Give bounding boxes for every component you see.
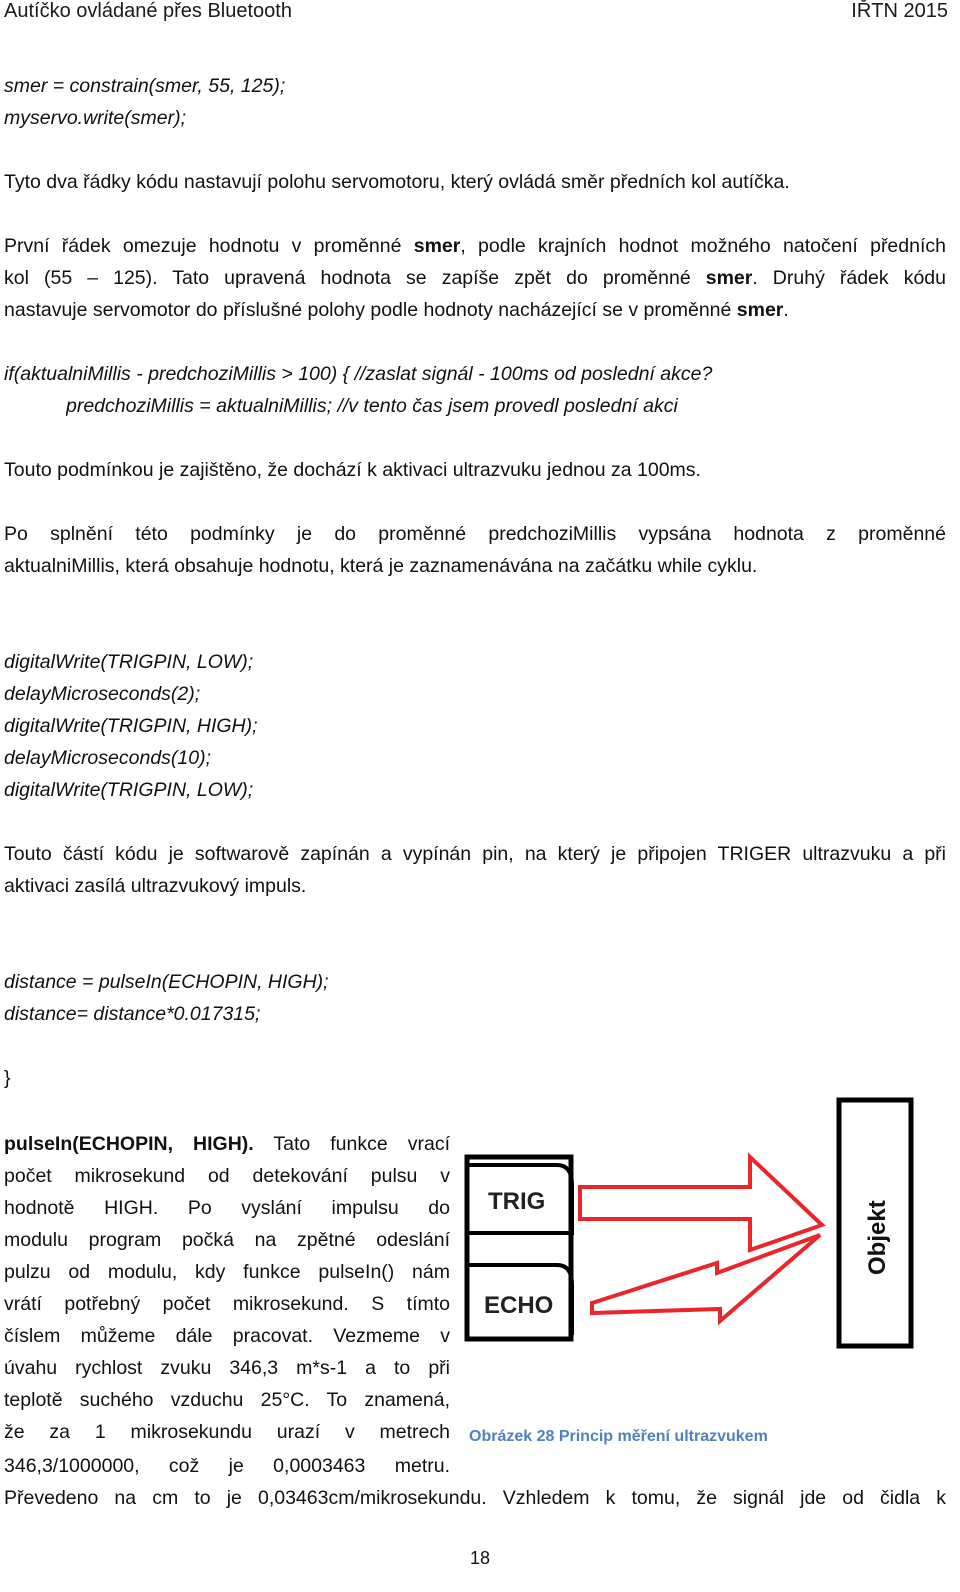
code-line: predchoziMillis = aktualniMillis; //v tento čas jsem provedl poslední akci bbox=[66, 395, 678, 417]
figure-caption: Obrázek 28 Princip měření ultrazvukem bbox=[469, 1428, 768, 1445]
page-number: 18 bbox=[469, 1548, 491, 1568]
paragraph-line: hodnotě HIGH. Po vyslání impulsu do bbox=[4, 1197, 450, 1219]
paragraph-line: pulzu od modulu, kdy funkce pulseIn() nám bbox=[4, 1261, 450, 1283]
code-line: digitalWrite(TRIGPIN, HIGH); bbox=[4, 715, 258, 737]
trig-label: TRIG bbox=[488, 1188, 546, 1215]
paragraph-line: První řádek omezuje hodnotu v proměnné smer, podle krajních hodnot možného natočení předních bbox=[4, 235, 946, 257]
paragraph-line: pulseIn(ECHOPIN, HIGH). Tato funkce vrací bbox=[4, 1133, 450, 1155]
ultrasonic-figure bbox=[462, 1095, 922, 1355]
paragraph-line: úvahu rychlost zvuku 346,3 m*s-1 a to při bbox=[4, 1357, 450, 1379]
paragraph-line: počet mikrosekund od detekování pulsu v bbox=[4, 1165, 450, 1187]
code-line: digitalWrite(TRIGPIN, LOW); bbox=[4, 651, 254, 673]
code-line: myservo.write(smer); bbox=[4, 107, 187, 129]
header-org: IŘTN 2015 bbox=[851, 0, 948, 22]
code-line: digitalWrite(TRIGPIN, LOW); bbox=[4, 779, 254, 801]
object-label: Objekt bbox=[864, 1200, 891, 1275]
echo-label: ECHO bbox=[484, 1292, 554, 1319]
paragraph: Touto podmínkou je zajištěno, že dochází k aktivaci ultrazvuku jednou za 100ms. bbox=[4, 459, 701, 481]
code-line: delayMicroseconds(10); bbox=[4, 747, 212, 769]
paragraph-line: že za 1 mikrosekundu urazí v metrech bbox=[4, 1421, 450, 1443]
code-line: distance= distance*0.017315; bbox=[4, 1003, 261, 1025]
paragraph-line: aktualniMillis, která obsahuje hodnotu, která je zaznamenávána na začátku while cyklu. bbox=[4, 555, 758, 577]
paragraph-line: Touto částí kódu je softwarově zapínán a vypínán pin, na který je připojen TRIGER ultrazvuku a při bbox=[4, 843, 946, 865]
paragraph-line: modulu program počká na zpětné odeslání bbox=[4, 1229, 450, 1251]
paragraph-line: vrátí potřebný počet mikrosekund. S tímto bbox=[4, 1293, 450, 1315]
paragraph-line: Převedeno na cm to je 0,03463cm/mikrosekundu. Vzhledem k tomu, že signál jde od čidla k bbox=[4, 1487, 946, 1509]
paragraph-line: nastavuje servomotor do příslušné polohy podle hodnoty nacházející se v proměnné smer. bbox=[4, 299, 789, 321]
header-title: Autíčko ovládané přes Bluetooth bbox=[4, 0, 292, 22]
return-arrow bbox=[592, 1235, 820, 1321]
closing-brace: } bbox=[4, 1067, 11, 1089]
paragraph-line: teplotě suchého vzduchu 25°C. To znamená, bbox=[4, 1389, 450, 1411]
paragraph-line: Po splnění této podmínky je do proměnné predchoziMillis vypsána hodnota z proměnné bbox=[4, 523, 946, 545]
outgoing-arrow bbox=[580, 1157, 822, 1250]
paragraph-line: kol (55 – 125). Tato upravená hodnota se zapíše zpět do proměnné smer. Druhý řádek kódu bbox=[4, 267, 946, 289]
paragraph-line: aktivaci zasílá ultrazvukový impuls. bbox=[4, 875, 307, 897]
code-line: smer = constrain(smer, 55, 125); bbox=[4, 75, 286, 97]
paragraph-line: číslem můžeme dále pracovat. Vezmeme v bbox=[4, 1325, 450, 1347]
code-line: delayMicroseconds(2); bbox=[4, 683, 201, 705]
paragraph-line: 346,3/1000000, což je 0,0003463 metru. bbox=[4, 1455, 450, 1477]
paragraph: Tyto dva řádky kódu nastavují polohu servomotoru, který ovládá směr předních kol autíčka. bbox=[4, 171, 790, 193]
code-line: if(aktualniMillis - predchoziMillis > 100) { //zaslat signál - 100ms od poslední akce? bbox=[4, 363, 713, 385]
code-line: distance = pulseIn(ECHOPIN, HIGH); bbox=[4, 971, 329, 993]
